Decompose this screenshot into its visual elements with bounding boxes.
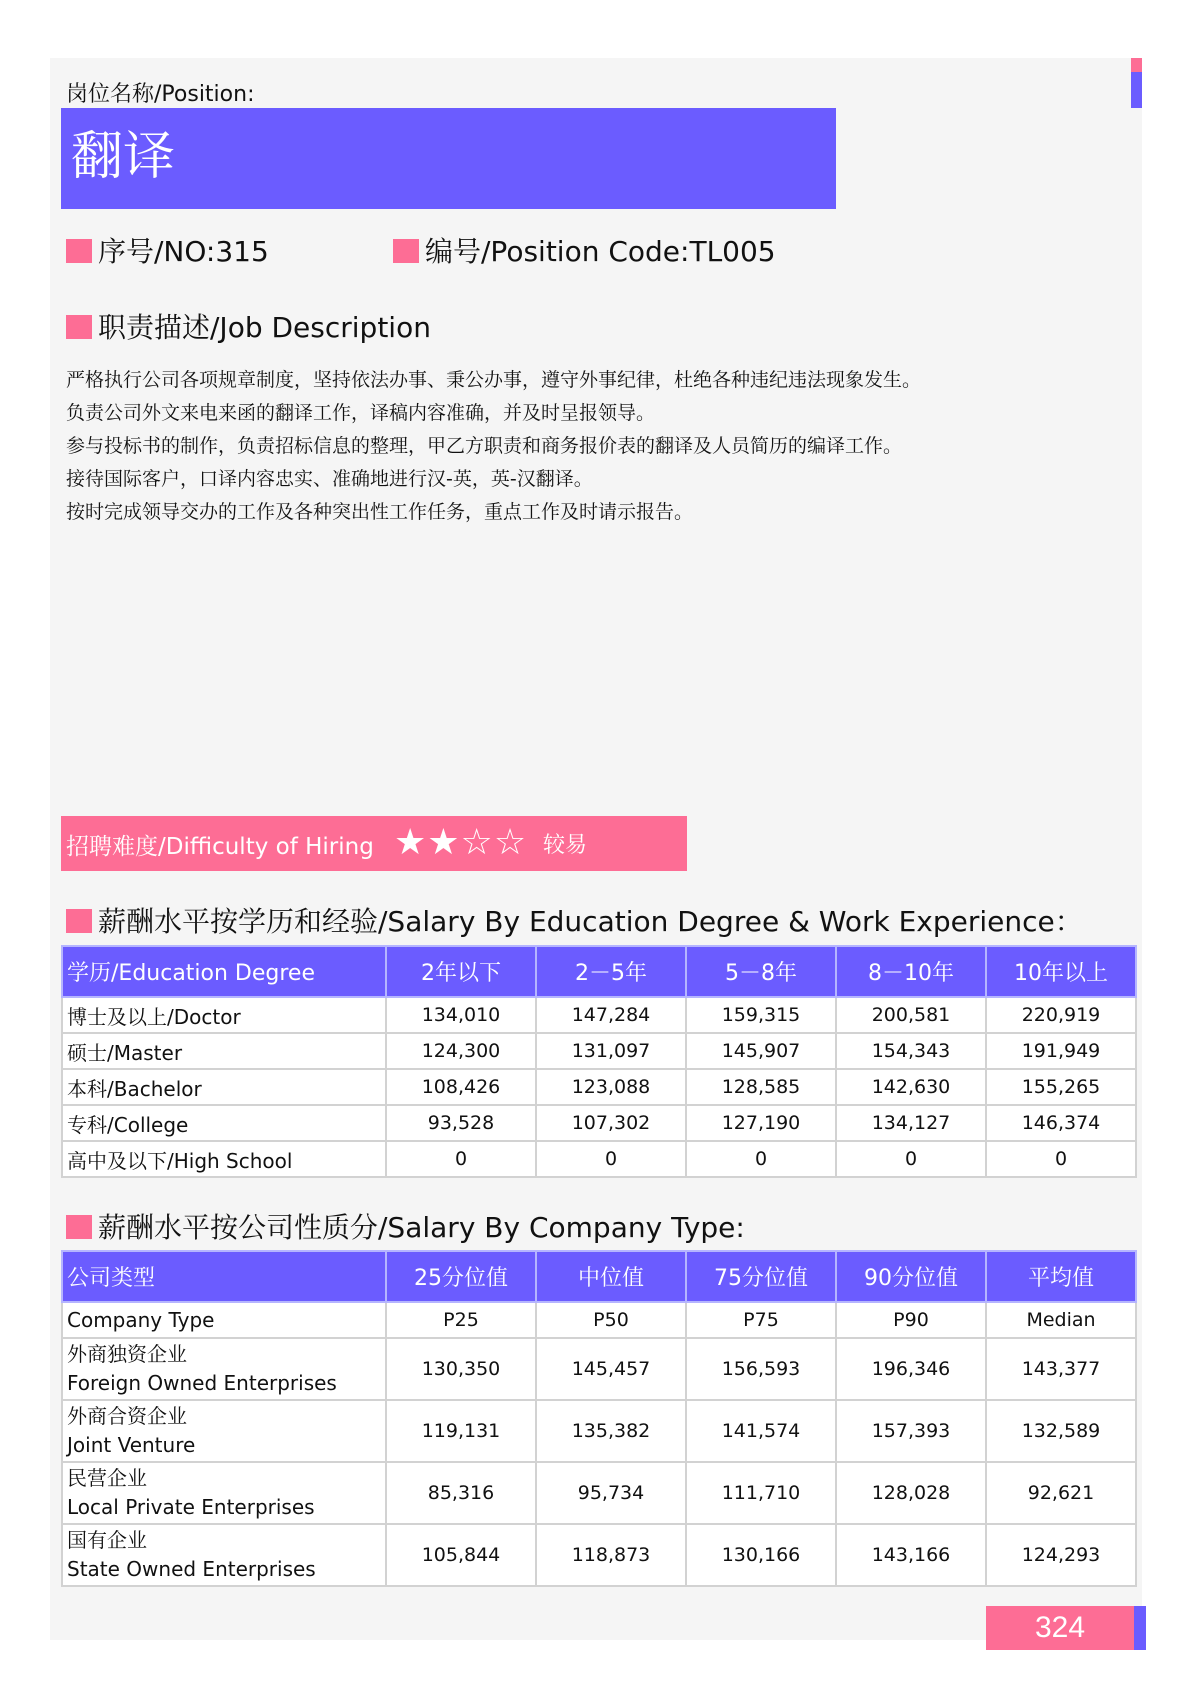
company-type-en: Local Private Enterprises [67,1495,315,1519]
table-cell: P25 [386,1302,536,1338]
table-cell: 154,343 [836,1033,986,1069]
corner-accent [1131,58,1142,108]
table-cell: 127,190 [686,1105,836,1141]
column-header: 25分位值 [386,1251,536,1302]
table-cell: 85,316 [386,1462,536,1524]
row-label [62,1338,386,1400]
position-title: 翻译 [71,127,176,187]
row-label: Company Type [62,1302,386,1338]
bullet-square-icon [66,1215,92,1239]
description-line: 负责公司外文来电来函的翻译工作，译稿内容准确，并及时呈报领导。 [66,402,656,424]
table-cell: 141,574 [686,1400,836,1462]
table-row [62,1400,1136,1462]
column-header: 平均值 [986,1251,1136,1302]
table-header-row [62,1251,1136,1302]
column-header: 公司类型 [62,1251,386,1302]
table-row [62,1069,1136,1105]
table-header-row [62,946,1136,997]
column-header: 5－8年 [686,946,836,997]
row-label: 博士及以上/Doctor [62,997,386,1033]
difficulty-level: 较易 [543,833,588,858]
table-cell: 146,374 [986,1105,1136,1141]
table-cell: 123,088 [536,1069,686,1105]
table-cell: 159,315 [686,997,836,1033]
job-description-heading-text: 职责描述/Job Description [98,311,431,344]
table-cell: 105,844 [386,1524,536,1586]
row-label [62,1524,386,1586]
page-number: 324 [986,1606,1134,1650]
company-salary-heading-text: 薪酬水平按公司性质分/Salary By Company Type: [98,1211,745,1244]
company-type-en: Foreign Owned Enterprises [67,1371,337,1395]
table-cell: 143,377 [986,1338,1136,1400]
serial-number [66,230,269,270]
star-rating-icon: ★★☆☆ [394,822,528,863]
row-label [62,1400,386,1462]
table-cell: P90 [836,1302,986,1338]
company-type-en: Joint Venture [67,1433,196,1457]
table-row [62,1105,1136,1141]
table-subheader-row [62,1302,1136,1338]
table-cell: 118,873 [536,1524,686,1586]
table-cell: 200,581 [836,997,986,1033]
company-type-cn: 国有企业 [67,1528,147,1552]
company-type-cn: 外商合资企业 [67,1404,187,1428]
job-description-heading [66,306,431,346]
company-type-cn: 外商独资企业 [67,1342,187,1366]
description-line: 接待国际客户，口译内容忠实、准确地进行汉-英，英-汉翻译。 [66,468,593,490]
table-cell: 124,300 [386,1033,536,1069]
table-cell: 142,630 [836,1069,986,1105]
table-cell: 145,907 [686,1033,836,1069]
table-row [62,1462,1136,1524]
position-label: 岗位名称/Position: [66,82,255,107]
edu-salary-heading-text: 薪酬水平按学历和经验/Salary By Education Degree & Work Experience： [98,905,1083,938]
table-cell: 135,382 [536,1400,686,1462]
table-cell: 143,166 [836,1524,986,1586]
bullet-square-icon [66,315,92,339]
description-line: 严格执行公司各项规章制度，坚持依法办事、秉公办事，遵守外事纪律，杜绝各种违纪违法现象发生。 [66,369,922,391]
company-salary-heading [66,1206,745,1246]
table-cell: 196,346 [836,1338,986,1400]
table-cell: 0 [536,1141,686,1177]
table-cell: 0 [686,1141,836,1177]
table-cell: 128,585 [686,1069,836,1105]
table-cell: 130,166 [686,1524,836,1586]
table-cell: 155,265 [986,1069,1136,1105]
table-cell: 156,593 [686,1338,836,1400]
company-type-en: State Owned Enterprises [67,1557,316,1581]
table-row [62,1141,1136,1177]
table-cell: 157,393 [836,1400,986,1462]
row-label: 硕士/Master [62,1033,386,1069]
bullet-square-icon [66,239,92,263]
table-cell: 147,284 [536,997,686,1033]
row-label: 高中及以下/High School [62,1141,386,1177]
table-cell: 128,028 [836,1462,986,1524]
column-header: 90分位值 [836,1251,986,1302]
table-cell: P75 [686,1302,836,1338]
salary-by-company-table [61,1250,1137,1587]
table-cell: 119,131 [386,1400,536,1462]
table-row [62,1524,1136,1586]
table-row [62,1338,1136,1400]
table-cell: 130,350 [386,1338,536,1400]
table-cell: 134,127 [836,1105,986,1141]
table-cell: 191,949 [986,1033,1136,1069]
table-cell: P50 [536,1302,686,1338]
serial-text: 序号/NO:315 [98,235,269,268]
description-line: 按时完成领导交办的工作及各种突出性工作任务，重点工作及时请示报告。 [66,501,694,523]
table-cell: 0 [836,1141,986,1177]
position-code [393,230,776,270]
bullet-square-icon [66,909,92,933]
position-title-banner [61,108,836,209]
table-row [62,1033,1136,1069]
column-header: 学历/Education Degree [62,946,386,997]
table-cell: 0 [386,1141,536,1177]
column-header: 2年以下 [386,946,536,997]
column-header: 10年以上 [986,946,1136,997]
position-code-text: 编号/Position Code:TL005 [425,235,776,268]
table-cell: 132,589 [986,1400,1136,1462]
row-label: 本科/Bachelor [62,1069,386,1105]
job-description [66,364,921,529]
hiring-difficulty-banner [61,816,687,871]
table-cell: 92,621 [986,1462,1136,1524]
table-cell: 95,734 [536,1462,686,1524]
row-label: 专科/College [62,1105,386,1141]
description-line: 参与投标书的制作，负责招标信息的整理，甲乙方职责和商务报价表的翻译及人员简历的编译工作。 [66,435,903,457]
column-header: 75分位值 [686,1251,836,1302]
column-header: 8－10年 [836,946,986,997]
row-label [62,1462,386,1524]
column-header: 中位值 [536,1251,686,1302]
table-cell: 111,710 [686,1462,836,1524]
table-cell: 220,919 [986,997,1136,1033]
bullet-square-icon [393,239,419,263]
table-cell: 131,097 [536,1033,686,1069]
edu-salary-heading [66,900,1083,940]
table-cell: 107,302 [536,1105,686,1141]
table-cell: 0 [986,1141,1136,1177]
table-cell: 124,293 [986,1524,1136,1586]
table-row [62,997,1136,1033]
salary-by-education-table [61,945,1137,1178]
table-cell: 93,528 [386,1105,536,1141]
table-cell: Median [986,1302,1136,1338]
table-cell: 134,010 [386,997,536,1033]
column-header: 2－5年 [536,946,686,997]
company-type-cn: 民营企业 [67,1466,147,1490]
table-cell: 145,457 [536,1338,686,1400]
difficulty-label: 招聘难度/Difficulty of Hiring [66,834,374,860]
page-number-accent [1134,1606,1146,1650]
table-cell: 108,426 [386,1069,536,1105]
